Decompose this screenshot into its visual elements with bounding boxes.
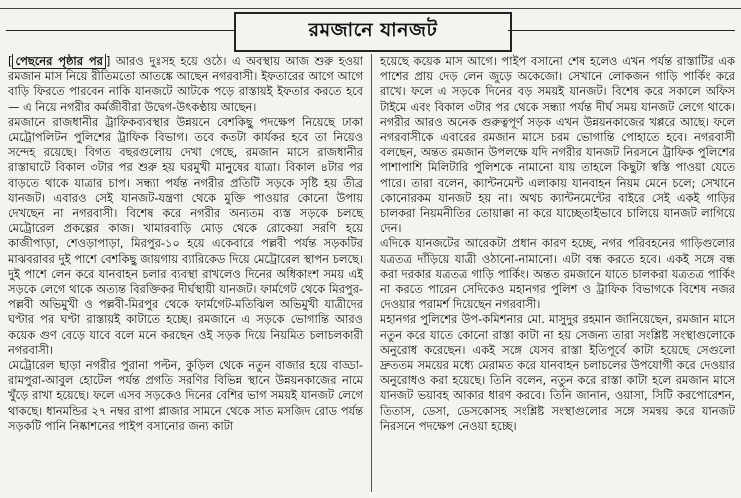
headline: রমজানে যানজট [234,12,512,52]
article-body [8,54,735,492]
article-column-left [8,54,371,492]
paragraph: রমজানে রাজধানীর ট্রাফিকব্যবস্থার উন্নয়নে বেশকিছু পদক্ষেপ নিয়েছে ঢাকা মেট্রোপলিটন পুলিশের ট্রাফিক বিভাগ। তবে কতটা কার্যকর হবে তা নিয়েও সন্দেহ রয়েছে। বিগত বছরগুলোয় দেখা গেছে, রমজান মাসে রাজধানীর রাস্তাঘাটে বিকাল ৩টার পর শুরু হয় ঘরমুখী মানুষের যাত্রা। বিকাল ৪টার পর বাড়তে থাকে যাত্রার চাপ। সন্ধ্যা পর্যন্ত নগরীর প্রতিটি সড়কে সৃষ্টি হয় তীব্র যানজট। এবারও সেই যানজট-যন্ত্রণা থেকে মুক্তি পাওয়ার কোনো উপায় দেখছেন না নগরবাসী। বিশেষ করে নগরীর অন্যতম ব্যস্ত সড়কে চলছে মেট্রোরেল প্রকল্পের কাজ। খামারবাড়ি মোড় থেকে রোকেয়া সরণি হয়ে কাজীপাড়া, শেওড়াপাড়া, মিরপুর-১০ হয়ে একেবারে পল্লবী পর্যন্ত সড়কটির মাঝবরাবর দুই পাশে বেশকিছু জায়গায় ব্যারিকেড দিয়ে মেট্রোরেল স্থাপন চলছে। দুই পাশে লেন করে যানবাহন চলার ব্যবস্থা রাখলেও দিনের অধিকাংশ সময় এই সড়কে লেগে থাকে অত্যন্ত বিরক্তিকর দীর্ঘস্থায়ী যানজট। ফার্মগেট থেকে মিরপুর-পল্লবী অভিমুখী ও পল্লবী-মিরপুর থেকে ফার্মগেট-মতিঝিল অভিমুখী যাত্রীদের ঘণ্টার পর ঘণ্টা রাস্তায়ই কাটাতে হচ্ছে। রমজানে এ সড়কে ভোগান্তি আরও কয়েক গুণ বেড়ে যাবে বলে মনে করছেন ওই সড়ক দিয়ে নিয়মিত চলাচলকারী নগরবাসী। [8,114,363,357]
headline-rule-right [508,30,735,31]
lead-text: আরও দুঃসহ হয়ে ওঠে। এ অবস্থায় আজ শুরু হওয়া রমজান মাস নিয়ে রীতিমতো আতঙ্কে আছেন নগরবাসী। ইফতারের আগে আগে বাড়ি ফিরতে পারবেন নাকি যানজটে আটকে পড়ে রাস্তায়ই ইফতার করতে হবে— এ নিয়ে নগরীর কর্মজীবীরা উদ্বেগ-উৎকণ্ঠায় আছেন। [8,54,363,114]
headline-row [0,10,741,50]
paragraph: মহানগর পুলিশের উপ-কমিশনার মো. মাসুদুর রহমান জানিয়েছেন, রমজান মাসে নতুন করে যাতে কোনো রাস্তা কাটা না হয় সেজন্য তারা সংশ্লিষ্ট সংস্থাগুলোকে অনুরোধ করেছেন। একই সঙ্গে যেসব রাস্তা ইতিপূর্বে কাটা হয়েছে সেগুলো দ্রুততম সময়ের মধ্যে মেরামত করে যানবাহন চলাচলের উপযোগী করে দেওয়ার অনুরোধও করা হয়েছে। তিনি বলেন, নতুন করে রাস্তা কাটা হলে রমজান মাসে যানজট ভয়াবহ আকার ধারণ করবে। তিনি জানান, ওয়াসা, সিটি করপোরেশন, তিতাস, ডেসা, ডেসকোসহ সংশ্লিষ্ট সংস্থাগুলোর সঙ্গে সমন্বয় করে যানজট নিরসনে পদক্ষেপ নেওয়া হচ্ছে। [380,312,735,433]
paragraph: মেট্রোরেল ছাড়া নগরীর পুরানা পল্টন, কুড়িল থেকে নতুন বাজার হয়ে বাড্ডা-রামপুরা-আবুল হোটেল পর্যন্ত প্রগতি সরণির বিভিন্ন স্থানে উন্নয়নকাজের নামে খুঁড়ে রাখা হয়েছে। ফলে এসব সড়কেও দিনের বেশির ভাগ সময়ই যানজট লেগে থাকছে। ধানমন্ডির ২৭ নম্বর রাপা প্লাজার সামনে থেকে সাত মসজিদ রোড পর্যন্ত সড়কটি পানি নিষ্কাশনের পাইপ বসানোর জন্য কাটা [8,358,363,433]
paragraph: এদিকে যানজটের আরেকটা প্রধান কারণ হচ্ছে, নগর পরিবহনের গাড়িগুলোর যত্রতত্র দাঁড়িয়ে যাত্রী ওঠানো-নামানো। এটা বন্ধ করতে হবে। একই সঙ্গে বন্ধ করা দরকার যত্রতত্র গাড়ি পার্কিং। অন্তত রমজানে যাতে চালকরা যত্রতত্র পার্কিং না করতে পারেন সেদিকেও মহানগর পুলিশ ও ট্রাফিক বিভাগকে বিশেষ নজর দেওয়ার পরামর্শ দিয়েছেন নগরবাসী। [380,236,735,312]
headline-rule-left [6,30,234,31]
top-rule [0,0,741,9]
paragraph: হয়েছে কয়েক মাস আগে। পাইপ বসানো শেষ হলেও এখন পর্যন্ত রাস্তাটির এক পাশের প্রায় দেড় লেন জুড়ে অকেজো। সেখানে লোকজন গাড়ি পার্কিং করে রাখে। ফলে এ সড়কে দিনের বড় সময়ই যানজট। বিশেষ করে সকালে অফিস টাইমে এবং বিকাল ৩টার পর থেকে সন্ধ্যা পর্যন্ত দীর্ঘ সময় যানজট লেগে থাকে। নগরীর আরও অনেক গুরুত্বপূর্ণ সড়ক এখন উন্নয়নকাজের খপ্পরে আছে। ফলে নগরবাসীকে এবারের রমজান মাসে চরম ভোগান্তি পোহাতে হবে। নগরবাসী বলছেন, অন্তত রমজান উপলক্ষে যদি নগরীর যানজট নিরসনে ট্রাফিক পুলিশের পাশাপাশি মিলিটারি পুলিশকে নামানো যায় তাহলে কিছুটা স্বস্তি পাওয়া যেতে পারে। তারা বলেন, ক্যান্টনমেন্ট এলাকায় যানবাহন নিয়ম মেনে চলে; সেখানে কোনোরকম যানজট হয় না। অথচ ক্যান্টনমেন্টের বাইরে সেই একই গাড়ির চালকরা নিয়মনীতির তোয়াক্কা না করে যাচ্ছেতাইভাবে চালিয়ে যানজট লাগিয়ে দেন। [380,54,735,236]
lead-paragraph: [ পেছনের পৃষ্ঠার পর ] আরও দুঃসহ হয়ে ওঠে। এ অবস্থায় আজ শুরু হওয়া রমজান মাস নিয়ে রীতিমতো আতঙ্কে আছেন নগরবাসী। ইফতারের আগে আগে বাড়ি ফিরতে পারবেন নাকি যানজটে আটকে পড়ে রাস্তায়ই ইফতার করতে হবে— এ নিয়ে নগরীর কর্মজীবীরা উদ্বেগ-উৎকণ্ঠায় আছেন। [8,54,363,114]
article-column-right [371,54,735,492]
continued-label: পেছনের পৃষ্ঠার পর [12,54,105,69]
